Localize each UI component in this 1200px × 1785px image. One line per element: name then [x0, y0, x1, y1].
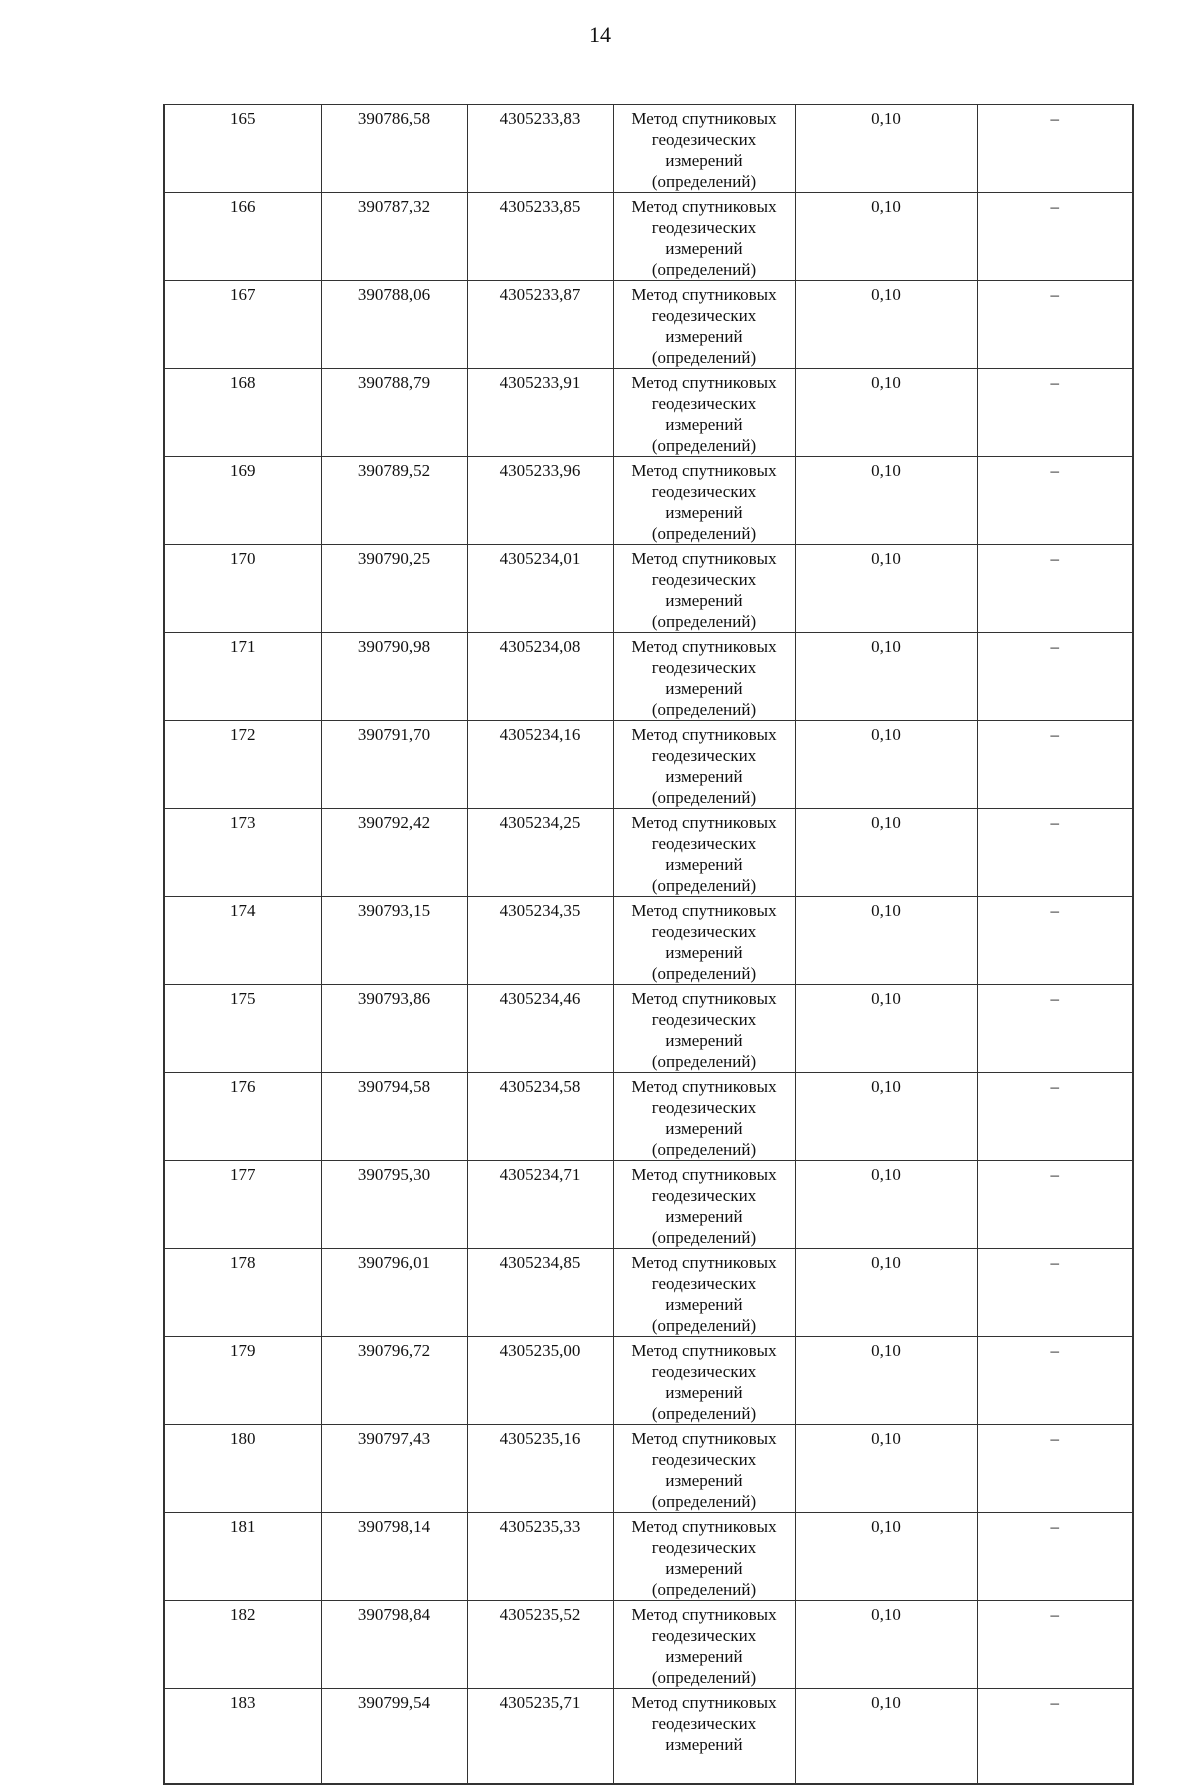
x-coordinate-cell: 390793,15: [321, 897, 467, 985]
method-line: измерений: [665, 591, 743, 610]
accuracy-cell: 0,10: [795, 897, 977, 985]
method-text: [619, 812, 789, 896]
point-number-cell: 175: [164, 985, 321, 1073]
method-line: (определений): [651, 1316, 757, 1335]
coordinates-table-body: [164, 105, 1133, 1784]
point-number-cell: 172: [164, 721, 321, 809]
method-cell: [613, 1513, 795, 1601]
method-line: (определений): [651, 348, 757, 367]
page-number: 14: [589, 22, 611, 47]
note-cell: –: [977, 1249, 1133, 1337]
note-cell: –: [977, 1337, 1133, 1425]
method-line: геодезических: [651, 1098, 757, 1117]
x-coordinate-cell: 390798,84: [321, 1601, 467, 1689]
accuracy-cell: 0,10: [795, 1073, 977, 1161]
method-line: Метод спутниковых: [631, 989, 777, 1008]
method-line: измерений: [665, 855, 743, 874]
method-text: [619, 1428, 789, 1512]
x-coordinate-cell: 390786,58: [321, 105, 467, 193]
y-coordinate-cell: 4305234,01: [467, 545, 613, 633]
point-number-cell: 171: [164, 633, 321, 721]
method-line: Метод спутниковых: [631, 1165, 777, 1184]
method-line: геодезических: [651, 570, 757, 589]
x-coordinate-cell: 390798,14: [321, 1513, 467, 1601]
method-line: геодезических: [651, 658, 757, 677]
x-coordinate-cell: 390790,25: [321, 545, 467, 633]
method-text: [619, 1164, 789, 1248]
point-number-cell: 181: [164, 1513, 321, 1601]
method-text: [619, 724, 789, 808]
method-line: (определений): [651, 964, 757, 983]
method-line: (определений): [651, 1140, 757, 1159]
method-line: геодезических: [651, 1450, 757, 1469]
method-line: Метод спутниковых: [631, 637, 777, 656]
y-coordinate-cell: 4305235,52: [467, 1601, 613, 1689]
method-line: геодезических: [651, 130, 757, 149]
method-line: Метод спутниковых: [631, 725, 777, 744]
method-line: геодезических: [651, 834, 757, 853]
y-coordinate-cell: 4305234,85: [467, 1249, 613, 1337]
method-line: измерений: [665, 679, 743, 698]
accuracy-cell: 0,10: [795, 809, 977, 897]
table-row: [164, 1513, 1133, 1601]
y-coordinate-cell: 4305234,46: [467, 985, 613, 1073]
method-text: [619, 636, 789, 720]
method-text: [619, 284, 789, 368]
method-line: (определений): [651, 788, 757, 807]
method-cell: [613, 281, 795, 369]
method-line: геодезических: [651, 1714, 757, 1733]
y-coordinate-cell: 4305234,71: [467, 1161, 613, 1249]
method-line: измерений: [665, 1559, 743, 1578]
method-cell: [613, 1161, 795, 1249]
table-row: [164, 1337, 1133, 1425]
table-row: [164, 897, 1133, 985]
y-coordinate-cell: 4305235,71: [467, 1689, 613, 1784]
method-line: Метод спутниковых: [631, 109, 777, 128]
method-cell: [613, 545, 795, 633]
accuracy-cell: 0,10: [795, 1337, 977, 1425]
method-text: [619, 196, 789, 280]
note-cell: –: [977, 1689, 1133, 1784]
method-line: измерений: [665, 767, 743, 786]
method-cell: [613, 633, 795, 721]
note-cell: –: [977, 1513, 1133, 1601]
y-coordinate-cell: 4305234,08: [467, 633, 613, 721]
table-row: [164, 193, 1133, 281]
accuracy-cell: 0,10: [795, 545, 977, 633]
x-coordinate-cell: 390787,32: [321, 193, 467, 281]
method-line: Метод спутниковых: [631, 813, 777, 832]
x-coordinate-cell: 390793,86: [321, 985, 467, 1073]
accuracy-cell: 0,10: [795, 985, 977, 1073]
method-line: (определений): [651, 1492, 757, 1511]
x-coordinate-cell: 390794,58: [321, 1073, 467, 1161]
point-number-cell: 180: [164, 1425, 321, 1513]
method-line: (определений): [651, 700, 757, 719]
method-line: геодезических: [651, 482, 757, 501]
note-cell: –: [977, 545, 1133, 633]
accuracy-cell: 0,10: [795, 1249, 977, 1337]
method-line: геодезических: [651, 746, 757, 765]
method-line: измерений: [665, 1471, 743, 1490]
method-line: Метод спутниковых: [631, 1253, 777, 1272]
point-number-cell: 183: [164, 1689, 321, 1784]
method-text: [619, 1076, 789, 1160]
method-line: геодезических: [651, 1186, 757, 1205]
table-row: [164, 721, 1133, 809]
accuracy-cell: 0,10: [795, 1513, 977, 1601]
note-cell: –: [977, 985, 1133, 1073]
method-line: геодезических: [651, 218, 757, 237]
point-number-cell: 170: [164, 545, 321, 633]
method-line: измерений: [665, 239, 743, 258]
table-row: [164, 809, 1133, 897]
x-coordinate-cell: 390795,30: [321, 1161, 467, 1249]
method-line: геодезических: [651, 1538, 757, 1557]
table-row: [164, 985, 1133, 1073]
method-line: Метод спутниковых: [631, 1429, 777, 1448]
method-line: Метод спутниковых: [631, 197, 777, 216]
table-row: [164, 545, 1133, 633]
method-line: измерений: [665, 1295, 743, 1314]
method-text: [619, 1604, 789, 1688]
accuracy-cell: 0,10: [795, 1425, 977, 1513]
accuracy-cell: 0,10: [795, 369, 977, 457]
method-line: геодезических: [651, 306, 757, 325]
method-cell: [613, 1689, 795, 1784]
method-cell: [613, 105, 795, 193]
method-line: Метод спутниковых: [631, 373, 777, 392]
note-cell: –: [977, 1425, 1133, 1513]
note-cell: –: [977, 457, 1133, 545]
y-coordinate-cell: 4305233,96: [467, 457, 613, 545]
y-coordinate-cell: 4305234,16: [467, 721, 613, 809]
method-cell: [613, 721, 795, 809]
method-cell: [613, 1073, 795, 1161]
note-cell: –: [977, 1161, 1133, 1249]
method-cell: [613, 897, 795, 985]
x-coordinate-cell: 390797,43: [321, 1425, 467, 1513]
coordinates-table: [163, 104, 1134, 1785]
method-line: геодезических: [651, 1626, 757, 1645]
point-number-cell: 174: [164, 897, 321, 985]
table-row: [164, 369, 1133, 457]
table-row: [164, 281, 1133, 369]
table-row: [164, 1161, 1133, 1249]
table-row: [164, 1073, 1133, 1161]
method-line: (определений): [651, 1228, 757, 1247]
point-number-cell: 173: [164, 809, 321, 897]
method-text: [619, 1252, 789, 1336]
note-cell: –: [977, 721, 1133, 809]
method-text: [619, 988, 789, 1072]
method-line: измерений: [665, 943, 743, 962]
method-line: (определений): [651, 524, 757, 543]
y-coordinate-cell: 4305234,25: [467, 809, 613, 897]
method-line: измерений: [665, 1735, 743, 1754]
method-cell: [613, 1425, 795, 1513]
y-coordinate-cell: 4305235,33: [467, 1513, 613, 1601]
accuracy-cell: 0,10: [795, 105, 977, 193]
note-cell: –: [977, 369, 1133, 457]
method-line: Метод спутниковых: [631, 285, 777, 304]
method-cell: [613, 193, 795, 281]
method-text: [619, 900, 789, 984]
method-line: геодезических: [651, 394, 757, 413]
method-line: геодезических: [651, 1274, 757, 1293]
method-line: Метод спутниковых: [631, 1077, 777, 1096]
method-line: (определений): [651, 1052, 757, 1071]
method-line: измерений: [665, 1207, 743, 1226]
method-cell: [613, 985, 795, 1073]
method-cell: [613, 809, 795, 897]
method-line: измерений: [665, 1119, 743, 1138]
method-text: [619, 108, 789, 192]
x-coordinate-cell: 390790,98: [321, 633, 467, 721]
method-line: Метод спутниковых: [631, 1341, 777, 1360]
accuracy-cell: 0,10: [795, 193, 977, 281]
accuracy-cell: 0,10: [795, 1601, 977, 1689]
method-line: измерений: [665, 503, 743, 522]
x-coordinate-cell: 390791,70: [321, 721, 467, 809]
y-coordinate-cell: 4305233,91: [467, 369, 613, 457]
x-coordinate-cell: 390788,79: [321, 369, 467, 457]
method-line: геодезических: [651, 1010, 757, 1029]
method-text: [619, 460, 789, 544]
y-coordinate-cell: 4305235,16: [467, 1425, 613, 1513]
point-number-cell: 177: [164, 1161, 321, 1249]
table-row: [164, 1689, 1133, 1784]
method-line: измерений: [665, 327, 743, 346]
method-text: [619, 548, 789, 632]
point-number-cell: 167: [164, 281, 321, 369]
method-line: (определений): [651, 1580, 757, 1599]
method-text: [619, 372, 789, 456]
note-cell: –: [977, 809, 1133, 897]
point-number-cell: 168: [164, 369, 321, 457]
method-line: Метод спутниковых: [631, 901, 777, 920]
method-line: (определений): [651, 1668, 757, 1687]
x-coordinate-cell: 390788,06: [321, 281, 467, 369]
table-row: [164, 1425, 1133, 1513]
point-number-cell: 182: [164, 1601, 321, 1689]
table-row: [164, 457, 1133, 545]
method-text: [619, 1516, 789, 1600]
accuracy-cell: 0,10: [795, 1689, 977, 1784]
method-text: [619, 1340, 789, 1424]
note-cell: –: [977, 1601, 1133, 1689]
y-coordinate-cell: 4305234,58: [467, 1073, 613, 1161]
x-coordinate-cell: 390789,52: [321, 457, 467, 545]
table-row: [164, 1601, 1133, 1689]
x-coordinate-cell: 390792,42: [321, 809, 467, 897]
method-line: Метод спутниковых: [631, 1517, 777, 1536]
note-cell: –: [977, 281, 1133, 369]
method-cell: [613, 457, 795, 545]
table-row: [164, 1249, 1133, 1337]
method-cell: [613, 1337, 795, 1425]
accuracy-cell: 0,10: [795, 633, 977, 721]
method-line: измерений: [665, 415, 743, 434]
note-cell: –: [977, 897, 1133, 985]
point-number-cell: 178: [164, 1249, 321, 1337]
y-coordinate-cell: 4305233,85: [467, 193, 613, 281]
method-line: Метод спутниковых: [631, 1693, 777, 1712]
method-line: Метод спутниковых: [631, 549, 777, 568]
point-number-cell: 165: [164, 105, 321, 193]
y-coordinate-cell: 4305235,00: [467, 1337, 613, 1425]
y-coordinate-cell: 4305233,87: [467, 281, 613, 369]
method-line: (определений): [651, 876, 757, 895]
accuracy-cell: 0,10: [795, 1161, 977, 1249]
method-line: Метод спутниковых: [631, 1605, 777, 1624]
y-coordinate-cell: 4305234,35: [467, 897, 613, 985]
method-line: Метод спутниковых: [631, 461, 777, 480]
point-number-cell: 179: [164, 1337, 321, 1425]
method-line: (определений): [651, 172, 757, 191]
note-cell: –: [977, 1073, 1133, 1161]
method-line: (определений): [651, 612, 757, 631]
method-cell: [613, 369, 795, 457]
method-line: измерений: [665, 1031, 743, 1050]
point-number-cell: 176: [164, 1073, 321, 1161]
table-row: [164, 633, 1133, 721]
method-line: измерений: [665, 151, 743, 170]
method-line: (определений): [651, 436, 757, 455]
table-row: [164, 105, 1133, 193]
method-text: [619, 1692, 789, 1755]
note-cell: –: [977, 633, 1133, 721]
accuracy-cell: 0,10: [795, 721, 977, 809]
method-cell: [613, 1249, 795, 1337]
method-line: измерений: [665, 1647, 743, 1666]
point-number-cell: 169: [164, 457, 321, 545]
method-line: (определений): [651, 260, 757, 279]
note-cell: –: [977, 193, 1133, 281]
accuracy-cell: 0,10: [795, 281, 977, 369]
method-line: (определений): [651, 1404, 757, 1423]
x-coordinate-cell: 390796,72: [321, 1337, 467, 1425]
x-coordinate-cell: 390799,54: [321, 1689, 467, 1784]
x-coordinate-cell: 390796,01: [321, 1249, 467, 1337]
note-cell: –: [977, 105, 1133, 193]
method-line: измерений: [665, 1383, 743, 1402]
method-cell: [613, 1601, 795, 1689]
point-number-cell: 166: [164, 193, 321, 281]
accuracy-cell: 0,10: [795, 457, 977, 545]
method-line: геодезических: [651, 922, 757, 941]
method-line: геодезических: [651, 1362, 757, 1381]
y-coordinate-cell: 4305233,83: [467, 105, 613, 193]
